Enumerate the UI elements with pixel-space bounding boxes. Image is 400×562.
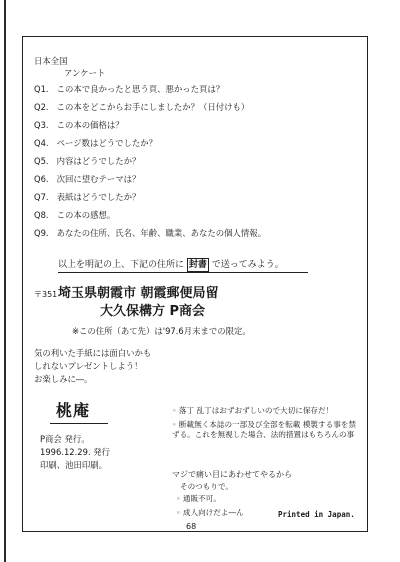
instruction-before: 以上を明記の上、下記の住所に [58, 260, 185, 270]
printer-line: 印刷、池田印刷。 [40, 460, 107, 470]
gift-note-line-3: お楽しみに―。 [34, 374, 93, 384]
question-number: Q4. [34, 138, 49, 148]
question-number: Q8. [34, 210, 49, 220]
notice-text: 落丁 乱丁はおずおずしいので大切に保存だ！ [178, 406, 334, 415]
question-text: この本の価格は？ [56, 120, 124, 130]
notice-text: 通販不可。 [182, 494, 221, 503]
question-item [34, 120, 124, 130]
notice-item [176, 508, 244, 518]
notice-text: 断載無く本誌の一部及び全部を転載 模製する事を禁ずる。これを無視した場合、法的措置はもちろんの事 [172, 420, 356, 439]
address-note: ※この住所（あて先）は'97.6月末までの限定。 [72, 326, 251, 336]
question-item [34, 138, 157, 148]
postal-code: 〒351 [34, 290, 58, 299]
notice-item [172, 406, 333, 416]
address-line-2: 大久保構方 P商会 [100, 304, 206, 319]
gift-note-line-1: 気の利いた手紙には面白いかも [34, 348, 152, 358]
instruction-boxed-word: 封書 [188, 260, 207, 270]
question-item [34, 156, 140, 166]
question-number: Q7. [34, 192, 49, 202]
notice-item [172, 420, 362, 440]
bullet-icon: ◦ [176, 508, 181, 517]
question-text: この本の感想。 [56, 210, 116, 220]
bullet-icon: ◦ [172, 406, 177, 415]
notice-warning: マジで痛い目にあわせてやるから [172, 470, 292, 479]
notice-item [176, 494, 221, 504]
notice-followup: そのつもりで。 [180, 482, 234, 491]
header-title: 日本全国 [34, 56, 68, 66]
printed-in-japan: Printed in Japan. [278, 510, 355, 519]
instruction-line [58, 258, 284, 272]
question-number: Q3. [34, 120, 49, 130]
header-subtitle: アンケート [64, 68, 106, 78]
bullet-icon: ◦ [172, 420, 177, 429]
question-text: 内容はどうでしたか？ [56, 156, 141, 166]
question-text: この本で良かったと思う頁、悪かった頁は？ [56, 84, 225, 94]
notice-text: 成人向けだよ―ん [182, 508, 244, 517]
question-number: Q9. [34, 228, 49, 238]
bullet-icon: ◦ [176, 494, 181, 503]
address-line-1: 埼玉県朝霞市 朝霞郵便局留 [58, 286, 219, 301]
question-text: 次回に望むテーマは？ [56, 174, 141, 184]
gift-note-line-2: しれないプレゼントしよう！ [34, 361, 143, 371]
question-item [34, 210, 115, 220]
instruction-after: で送ってみよう。 [211, 260, 284, 270]
circle-name: 桃庵 [56, 401, 91, 420]
question-item [34, 192, 140, 202]
question-item [34, 84, 224, 94]
question-item [34, 102, 249, 112]
question-number: Q1. [34, 84, 49, 94]
instruction-underline [58, 272, 308, 273]
publish-date: 1996.12.29. 発行 [40, 447, 111, 457]
circle-name-underline [50, 423, 108, 424]
question-number: Q5. [34, 156, 49, 166]
publisher-line: P商会 発行。 [40, 434, 90, 444]
question-text: あなたの住所、氏名、年齢、職業、あなたの個人情報。 [56, 228, 267, 238]
page-edge [4, 0, 6, 562]
question-text: ページ数はどうでしたか？ [56, 138, 158, 148]
question-text: この本をどこからお手にしましたか？（日付けも） [56, 102, 250, 112]
question-item [34, 228, 266, 238]
question-number: Q2. [34, 102, 49, 112]
page-number: 68 [186, 522, 197, 531]
question-number: Q6. [34, 174, 49, 184]
question-text: 表紙はどうでしたか？ [56, 192, 141, 202]
question-item [34, 174, 140, 184]
